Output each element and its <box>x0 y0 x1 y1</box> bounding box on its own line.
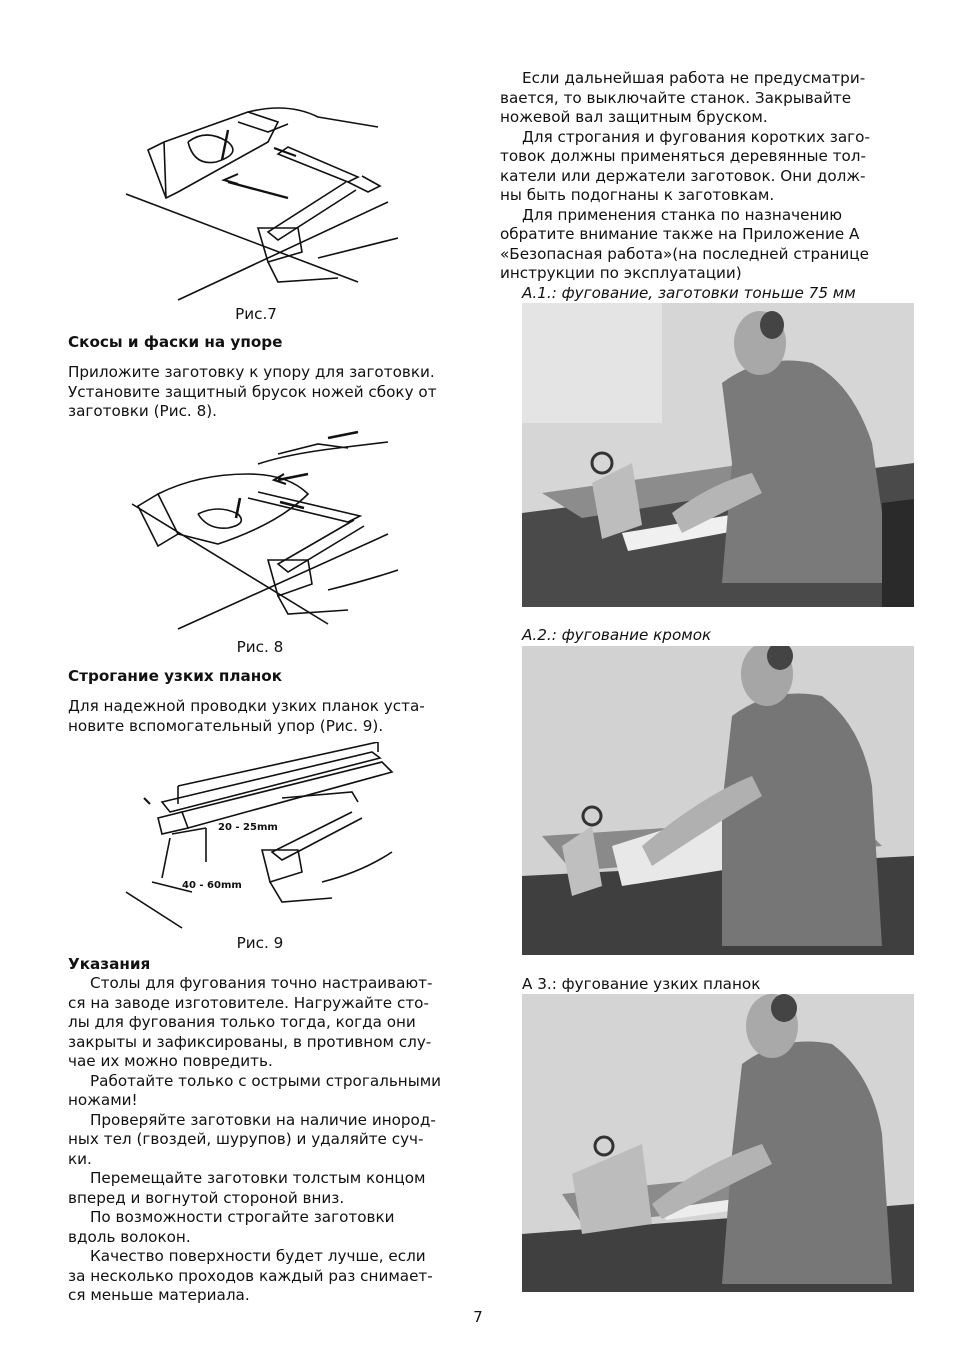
right-paragraph <box>500 69 888 128</box>
text-line: Для надежной проводки узких планок уста- <box>68 697 425 715</box>
text-line: товок должны применяться деревянные тол- <box>500 147 866 165</box>
text-line: вается, то выключайте станок. Закрывайте <box>500 88 852 107</box>
photo-a1-image <box>522 303 914 607</box>
text-line: новите вспомогательный упор (Рис. 9). <box>68 716 384 735</box>
dimension-label-height: 20 - 25mm <box>218 822 278 833</box>
text-line: ножевой вал защитным бруском. <box>500 108 768 126</box>
heading-bevels: Скосы и фаски на упоре <box>68 333 283 351</box>
right-paragraph <box>500 128 888 206</box>
note-paragraph <box>68 1169 454 1208</box>
text-line: обратите внимание также на Приложение А <box>500 225 860 243</box>
text-line: Установите защитный брусок ножей сбоку от <box>68 382 437 401</box>
text-line: Если дальнейшая работа не предусматри- <box>522 69 866 87</box>
figure-7-caption: Рис.7 <box>235 305 277 323</box>
text-line: катели или держатели заготовок. Они долж- <box>500 166 866 185</box>
note-paragraph <box>68 1247 454 1306</box>
text-line: инструкции по эксплуатации) <box>500 264 742 282</box>
photo-a3-image <box>522 994 914 1292</box>
text-line: Работайте только с острыми строгальными <box>90 1071 442 1090</box>
text-line: По возможности строгайте заготовки <box>90 1208 395 1226</box>
figure-9-caption: Рис. 9 <box>236 934 284 952</box>
text-line: ся меньше материала. <box>68 1286 250 1304</box>
text-line: лы для фугования только тогда, когда они <box>68 1013 416 1031</box>
text-line: ных тел (гвоздей, шурупов) и удаляйте суч- <box>68 1130 424 1148</box>
text-line: ножами! <box>68 1091 138 1109</box>
text-line: ся на заводе изготовителе. Нагружайте сто- <box>68 993 429 1012</box>
text-line: Для строгания и фугования коротких заго- <box>522 127 870 146</box>
figure-8-caption: Рис. 8 <box>236 638 284 656</box>
paragraph-bevels <box>68 363 458 422</box>
photo-a2-image <box>522 646 914 955</box>
dimension-label-width: 40 - 60mm <box>182 880 242 891</box>
figure-9 <box>122 742 402 932</box>
text-line: Столы для фугования точно настраивают- <box>90 974 433 992</box>
text-line: Приложите заготовку к упору для заготовки. <box>68 363 435 381</box>
photo-a2 <box>522 646 914 955</box>
text-line: Для применения станка по назначению <box>522 205 843 224</box>
text-line: за несколько проходов каждый раз снимает- <box>68 1266 433 1285</box>
figure-8 <box>128 424 398 634</box>
heading-narrow-strips: Строгание узких планок <box>68 667 283 685</box>
figure-7 <box>118 82 398 302</box>
text-line: ны быть подогнаны к заготовкам. <box>500 186 775 204</box>
heading-notes: Указания <box>68 955 151 973</box>
text-line: ки. <box>68 1149 92 1168</box>
note-paragraph <box>68 1111 454 1170</box>
note-paragraph <box>68 1072 454 1111</box>
caption-a2: А.2.: фугование кромок <box>522 626 712 644</box>
photo-a1 <box>522 303 914 607</box>
figure-9-drawing <box>122 742 402 932</box>
paragraph-narrow-strips <box>68 697 454 736</box>
text-line: Качество поверхности будет лучше, если <box>90 1247 426 1265</box>
right-paragraphs <box>500 69 888 284</box>
right-paragraph <box>500 206 888 284</box>
note-paragraph <box>68 974 454 1072</box>
figure-8-drawing <box>128 424 398 634</box>
text-line: заготовки (Рис. 8). <box>68 402 217 420</box>
text-line: вдоль волокон. <box>68 1227 191 1246</box>
text-line: Перемещайте заготовки толстым концом <box>90 1169 426 1187</box>
text-line: чае их можно повредить. <box>68 1052 273 1070</box>
page-number: 7 <box>473 1308 483 1326</box>
text-line: «Безопасная работа»(на последней странице <box>500 244 869 263</box>
caption-a3: А 3.: фугование узких планок <box>522 975 761 993</box>
text-line: Проверяйте заготовки на наличие инород- <box>90 1110 436 1129</box>
text-line: вперед и вогнутой стороной вниз. <box>68 1188 345 1207</box>
caption-a1: А.1.: фугование, заготовки тоньше 75 мм <box>522 284 856 302</box>
note-paragraph <box>68 1208 454 1247</box>
figure-7-drawing <box>118 82 398 302</box>
text-line: закрыты и зафиксированы, в противном слу- <box>68 1032 432 1051</box>
notes-block <box>68 974 454 1306</box>
photo-a3 <box>522 994 914 1292</box>
